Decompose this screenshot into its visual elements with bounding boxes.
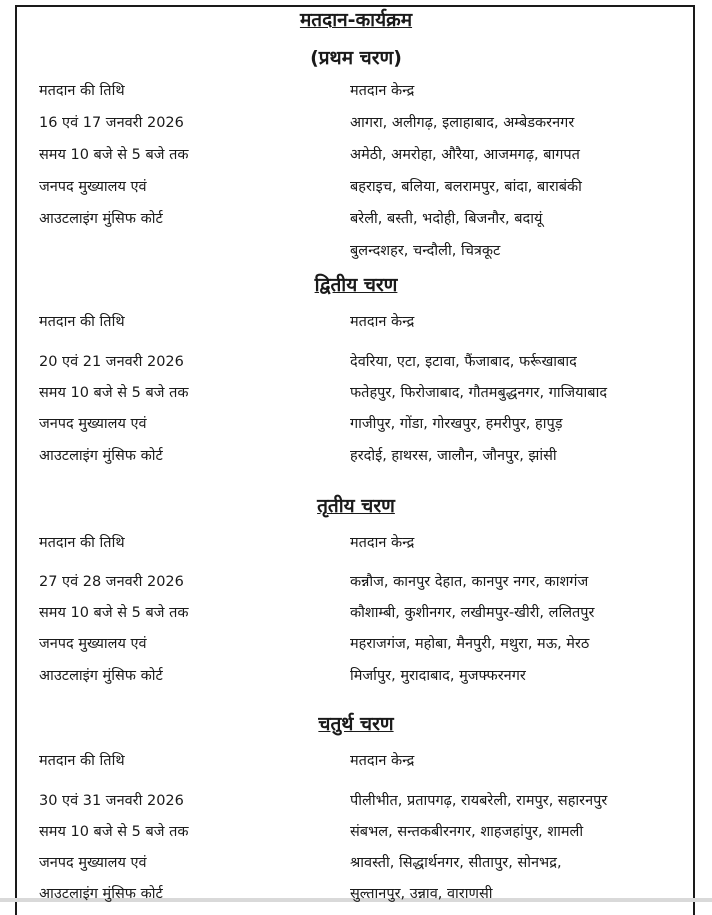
centre-list-item: देवरिया, एटा, इटावा, फैंजाबाद, फर्रूखाबाद	[350, 354, 577, 370]
centre-list-item: गाजीपुर, गोंडा, गोरखपुर, हमरीपुर, हापुड़	[350, 416, 563, 432]
polling-place-line1: जनपद मुख्यालय एवं	[39, 855, 147, 871]
polling-date-label: मतदान की तिथि	[39, 314, 125, 330]
polling-date: 30 एवं 31 जनवरी 2026	[39, 793, 184, 809]
centre-list-item: सुल्तानपुर, उन्नाव, वाराणसी	[350, 886, 493, 902]
phase-4-heading: चतुर्थ चरण	[318, 713, 394, 735]
polling-time: समय 10 बजे से 5 बजे तक	[39, 605, 189, 621]
polling-place-line2: आउटलाइंग मुंसिफ कोर्ट	[39, 448, 163, 464]
polling-place-line1: जनपद मुख्यालय एवं	[39, 416, 147, 432]
centre-list-item: पीलीभीत, प्रतापगढ़, रायबरेली, रामपुर, सहारनपुर	[350, 793, 608, 809]
centre-list-item: बुलन्दशहर, चन्दौली, चित्रकूट	[350, 243, 501, 259]
polling-centre-label: मतदान केन्द्र	[350, 753, 415, 769]
polling-date: 20 एवं 21 जनवरी 2026	[39, 354, 184, 370]
centre-list-item: कौशाम्बी, कुशीनगर, लखीमपुर-खीरी, ललितपुर	[350, 605, 595, 621]
centre-list-item: फतेहपुर, फिरोजाबाद, गौतमबुद्धनगर, गाजियाबाद	[350, 385, 608, 401]
polling-date-label: मतदान की तिथि	[39, 83, 125, 99]
polling-date-label: मतदान की तिथि	[39, 535, 125, 551]
centre-list-item: बरेली, बस्ती, भदोही, बिजनौर, बदायूं	[350, 211, 543, 227]
centre-list-item: आगरा, अलीगढ़, इलाहाबाद, अम्बेडकरनगर	[350, 115, 575, 131]
polling-centre-label: मतदान केन्द्र	[350, 83, 415, 99]
centre-list-item: बहराइच, बलिया, बलरामपुर, बांदा, बाराबंकी	[350, 179, 582, 195]
centre-list-item: श्रावस्ती, सिद्धार्थनगर, सीतापुर, सोनभद्र,	[350, 855, 562, 871]
polling-centre-label: मतदान केन्द्र	[350, 535, 415, 551]
polling-place-line1: जनपद मुख्यालय एवं	[39, 179, 147, 195]
polling-date: 27 एवं 28 जनवरी 2026	[39, 574, 184, 590]
centre-list-item: संबभल, सन्तकबीरनगर, शाहजहांपुर, शामली	[350, 824, 584, 840]
polling-date: 16 एवं 17 जनवरी 2026	[39, 115, 184, 131]
centre-list-item: महराजगंज, महोबा, मैनपुरी, मथुरा, मऊ, मेरठ	[350, 636, 590, 652]
polling-time: समय 10 बजे से 5 बजे तक	[39, 385, 189, 401]
polling-centre-label: मतदान केन्द्र	[350, 314, 415, 330]
polling-time: समय 10 बजे से 5 बजे तक	[39, 824, 189, 840]
polling-place-line2: आउटलाइंग मुंसिफ कोर्ट	[39, 886, 163, 902]
phase-2-heading: द्वितीय चरण	[314, 274, 398, 296]
polling-place-line2: आउटलाइंग मुंसिफ कोर्ट	[39, 668, 163, 684]
first-phase-heading: (प्रथम चरण)	[310, 47, 402, 69]
centre-list-item: मिर्जापुर, मुरादाबाद, मुजफ्फरनगर	[350, 668, 526, 684]
polling-date-label: मतदान की तिथि	[39, 753, 125, 769]
polling-time: समय 10 बजे से 5 बजे तक	[39, 147, 189, 163]
document-title: मतदान-कार्यक्रम	[299, 9, 413, 31]
polling-place-line2: आउटलाइंग मुंसिफ कोर्ट	[39, 211, 163, 227]
polling-place-line1: जनपद मुख्यालय एवं	[39, 636, 147, 652]
centre-list-item: कन्नौज, कानपुर देहात, कानपुर नगर, काशगंज	[350, 574, 589, 590]
centre-list-item: अमेठी, अमरोहा, औरैया, आजमगढ़, बागपत	[350, 147, 580, 163]
centre-list-item: हरदोई, हाथरस, जालौन, जौनपुर, झांसी	[350, 448, 557, 464]
phase-3-heading: तृतीय चरण	[317, 495, 395, 517]
